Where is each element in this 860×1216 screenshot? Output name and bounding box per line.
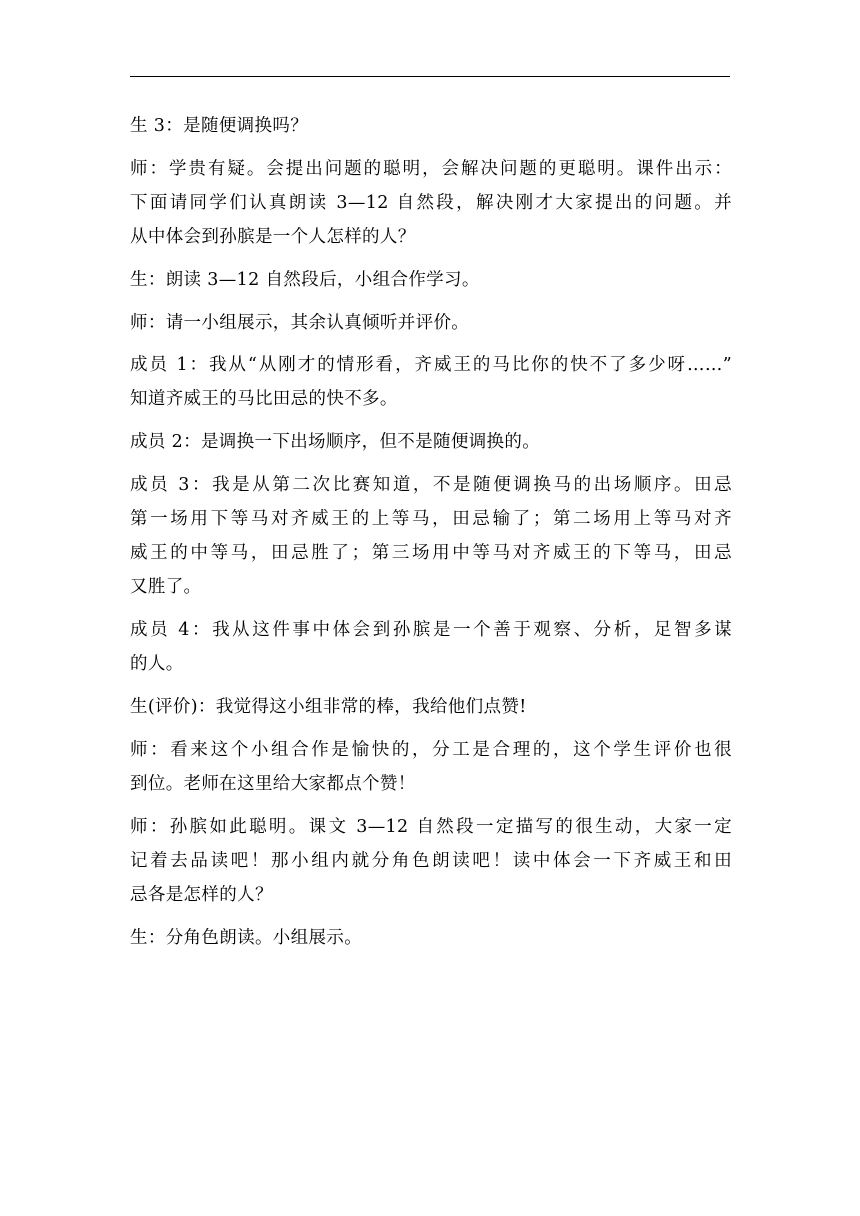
text-line: 师：看来这个小组合作是愉快的，分工是合理的，这个学生评价也很 [130,739,732,760]
paragraph [130,152,732,255]
text-line: 第一场用下等马对齐威王的上等马，田忌输了；第二场用上等马对齐 [130,509,732,530]
header-rule [130,76,730,77]
text-line: 生 3：是随便调换吗？ [130,116,309,136]
text-line: 师：孙膑如此聪明。课文 3—12 自然段一定描写的很生动，大家一定 [130,816,732,837]
text-line: 师：请一小组展示，其余认真倾听并评价。 [130,312,470,333]
text-line: 生(评价)：我觉得这小组非常的棒，我给他们点赞! [130,697,527,718]
text-line: 从中体会到孙膑是一个人怎样的人？ [130,227,416,248]
text-line: 到位。老师在这里给大家都点个赞！ [130,773,416,794]
paragraph [130,263,732,297]
text-line: 成员 1：我从“从刚才的情形看，齐威王的马比你的快不了多少呀……” [130,355,732,376]
text-line: 威王的中等马，田忌胜了；第三场用中等马对齐威王的下等马，田忌 [130,543,732,564]
paragraph [130,733,732,801]
text-line: 成员 3：我是从第二次比赛知道，不是随便调换马的出场顺序。田忌 [130,474,732,495]
text-line: 下面请同学们认真朗读 3—12 自然段，解决刚才大家提出的问题。并 [130,192,732,213]
text-line: 成员 2：是调换一下出场顺序，但不是随便调换的。 [130,432,541,453]
text-line: 师：学贵有疑。会提出问题的聪明，会解决问题的更聪明。课件出示： [130,158,732,179]
text-line: 忌各是怎样的人？ [130,885,273,906]
paragraph [130,921,732,955]
paragraph [130,468,732,605]
paragraph [130,613,732,681]
paragraph [130,810,732,913]
text-line: 成员 4：我从这件事中体会到孙膑是一个善于观察、分析，足智多谋 [130,620,732,641]
paragraph [130,306,732,340]
document-body [130,109,732,963]
text-line: 生：分角色朗读。小组展示。 [130,927,363,948]
paragraph [130,425,732,459]
text-line: 知道齐威王的马比田忌的快不多。 [130,389,398,410]
text-line: 记着去品读吧！那小组内就分角色朗读吧！读中体会一下齐威王和田 [130,850,732,871]
paragraph [130,109,732,143]
paragraph [130,348,732,416]
text-line: 生：朗读 3—12 自然段后，小组合作学习。 [130,269,480,290]
paragraph [130,690,732,724]
text-line: 的人。 [130,654,184,675]
text-line: 又胜了。 [130,577,202,598]
